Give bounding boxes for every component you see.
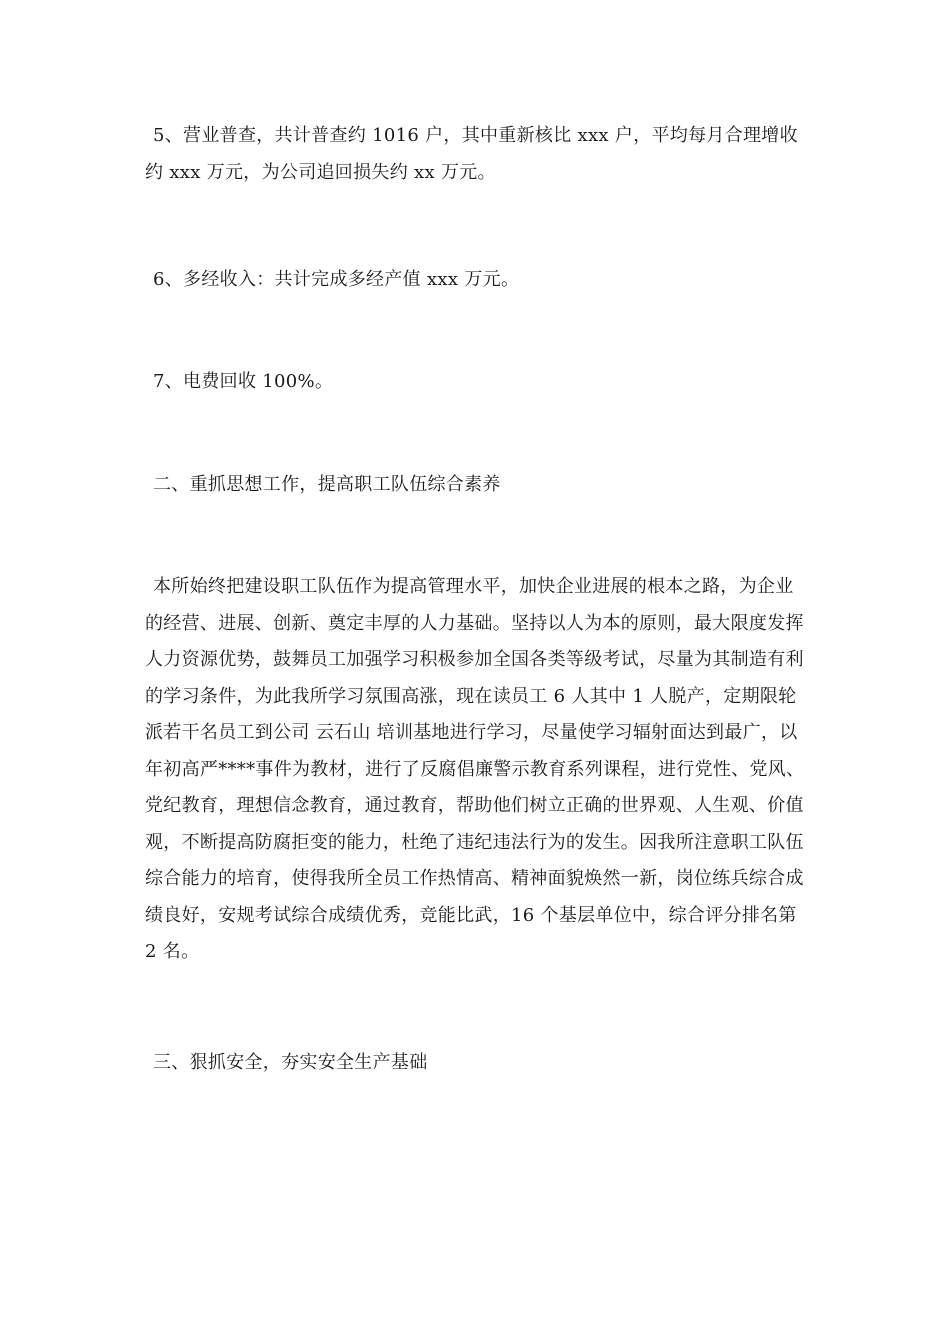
section-heading-2: 二、重抓思想工作，提高职工队伍综合素养 [153, 474, 501, 495]
paragraph-item-6: 6、多经收入：共计完成多经产值 xxx 万元。 [153, 269, 520, 290]
section-heading-3: 三、狠抓安全，夯实安全生产基础 [153, 1052, 428, 1073]
paragraph-item-7: 7、电费回收 100%。 [153, 371, 334, 392]
section-body-2: 本所始终把建设职工队伍作为提高管理水平，加快企业进展的根本之路，为企业的经营、进展、创新、奠定丰厚的人力基础。坚持以人为本的原则，最大限度发挥人力资源优势，鼓舞员工加强学习积极参加全国各类等级考试，尽量为其制造有利的学习条件，为此我所学习氛围高涨，现在读员工 6 人其中 1 人脱产，定期限轮派若干名员工到公司 云石山 培训基地进行学习，尽量使学习辐射面达到最广，以年初高严****事件为教材，进行了反腐倡廉警示教育系列课程，进行党性、党风、党纪教育，理想信念教育，通过教育，帮助他们树立正确的世界观、人生观、价值观，不断提高防腐拒变的能力，杜绝了违纪违法行为的发生。因我所注意职工队伍综合能力的培育，使得我所全员工作热情高、精神面貌焕然一新，岗位练兵综合成绩良好，安规考试综合成绩优秀，竞能比武，16 个基层单位中，综合评分排名第 2 名。 [145, 576, 805, 962]
paragraph-item-5: 5、营业普查，共计普查约 1016 户，其中重新核比 xxx 户，平均每月合理增收约 xxx 万元，为公司追回损失约 xx 万元。 [145, 125, 798, 183]
